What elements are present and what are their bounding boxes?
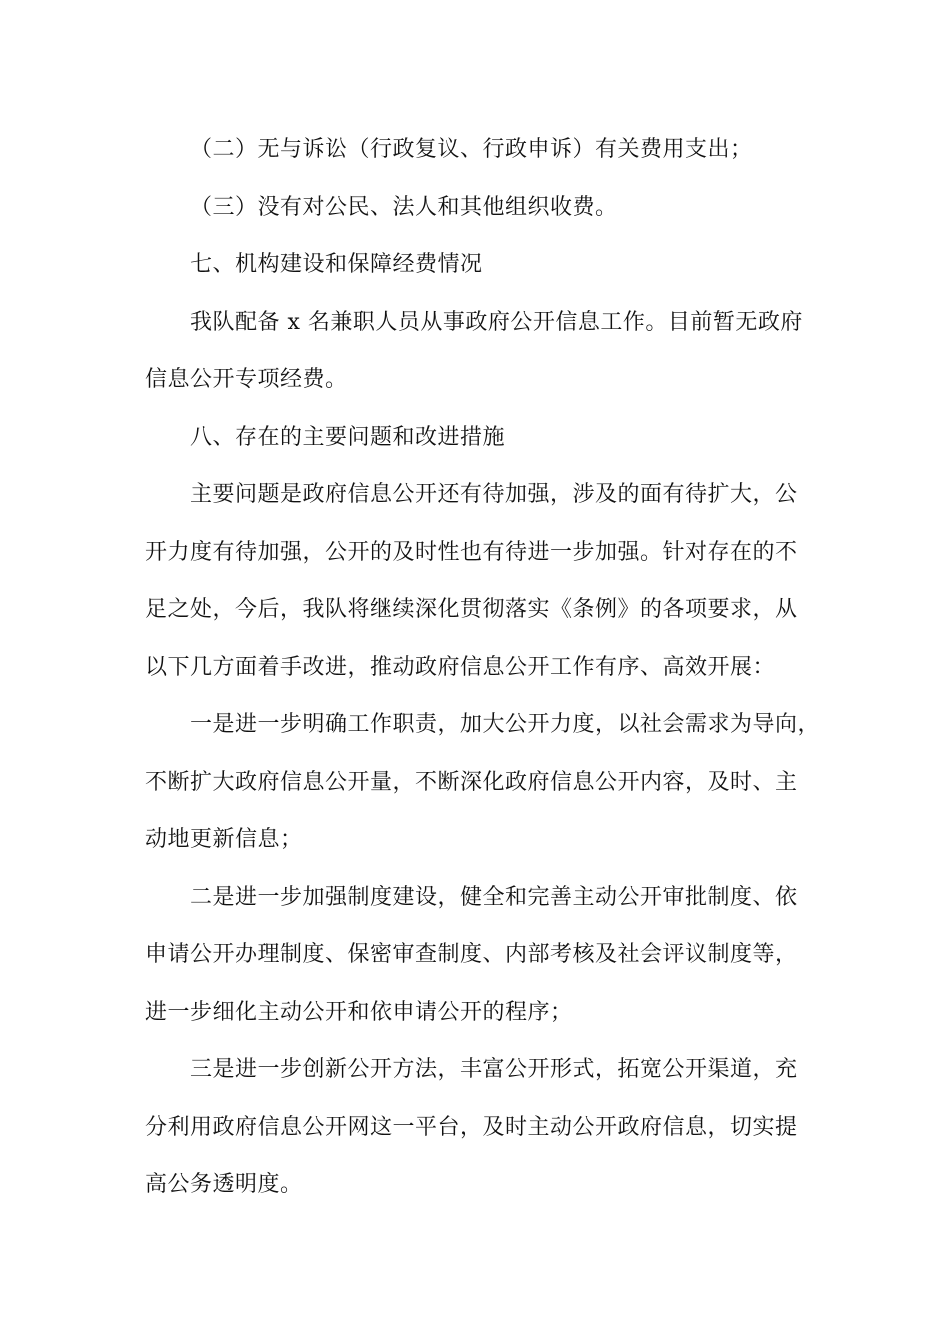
- section-seven-paragraph-line-2: 信息公开专项经费。: [145, 367, 348, 392]
- problems-paragraph-line-2: 开力度有待加强，公开的及时性也有待进一步加强。针对存在的不: [145, 540, 798, 565]
- measure-one-line-1: 一是进一步明确工作职责，加大公开力度，以社会需求为导向，: [190, 712, 821, 737]
- measure-one-line-2: 不断扩大政府信息公开量，不断深化政府信息公开内容，及时、主: [145, 770, 798, 795]
- measure-two-line-1: 二是进一步加强制度建设，健全和完善主动公开审批制度、依: [190, 885, 798, 910]
- section-seven-heading: 七、机构建设和保障经费情况: [190, 252, 483, 277]
- measure-three-line-3: 高公务透明度。: [145, 1172, 303, 1197]
- measure-three-line-2: 分利用政府信息公开网这一平台，及时主动公开政府信息，切实提: [145, 1115, 798, 1140]
- section-eight-heading: 八、存在的主要问题和改进措施: [190, 425, 506, 450]
- problems-paragraph-line-4: 以下几方面着手改进，推动政府信息公开工作有序、高效开展：: [145, 655, 776, 680]
- item-three-line: （三）没有对公民、法人和其他组织收费。: [190, 195, 618, 220]
- measure-one-line-3: 动地更新信息；: [145, 827, 303, 852]
- measure-two-line-2: 申请公开办理制度、保密审查制度、内部考核及社会评议制度等，: [145, 942, 798, 967]
- measure-three-line-1: 三是进一步创新公开方法，丰富公开形式，拓宽公开渠道，充: [190, 1057, 798, 1082]
- problems-paragraph-line-1: 主要问题是政府信息公开还有待加强，涉及的面有待扩大，公: [190, 482, 798, 507]
- problems-paragraph-line-3: 足之处，今后，我队将继续深化贯彻落实《条例》的各项要求，从: [145, 597, 798, 622]
- item-two-line: （二）无与诉讼（行政复议、行政申诉）有关费用支出；: [190, 137, 753, 162]
- measure-two-line-3: 进一步细化主动公开和依申请公开的程序；: [145, 1000, 573, 1025]
- section-seven-paragraph-line-1: 我队配备 x 名兼职人员从事政府公开信息工作。目前暂无政府: [190, 310, 803, 335]
